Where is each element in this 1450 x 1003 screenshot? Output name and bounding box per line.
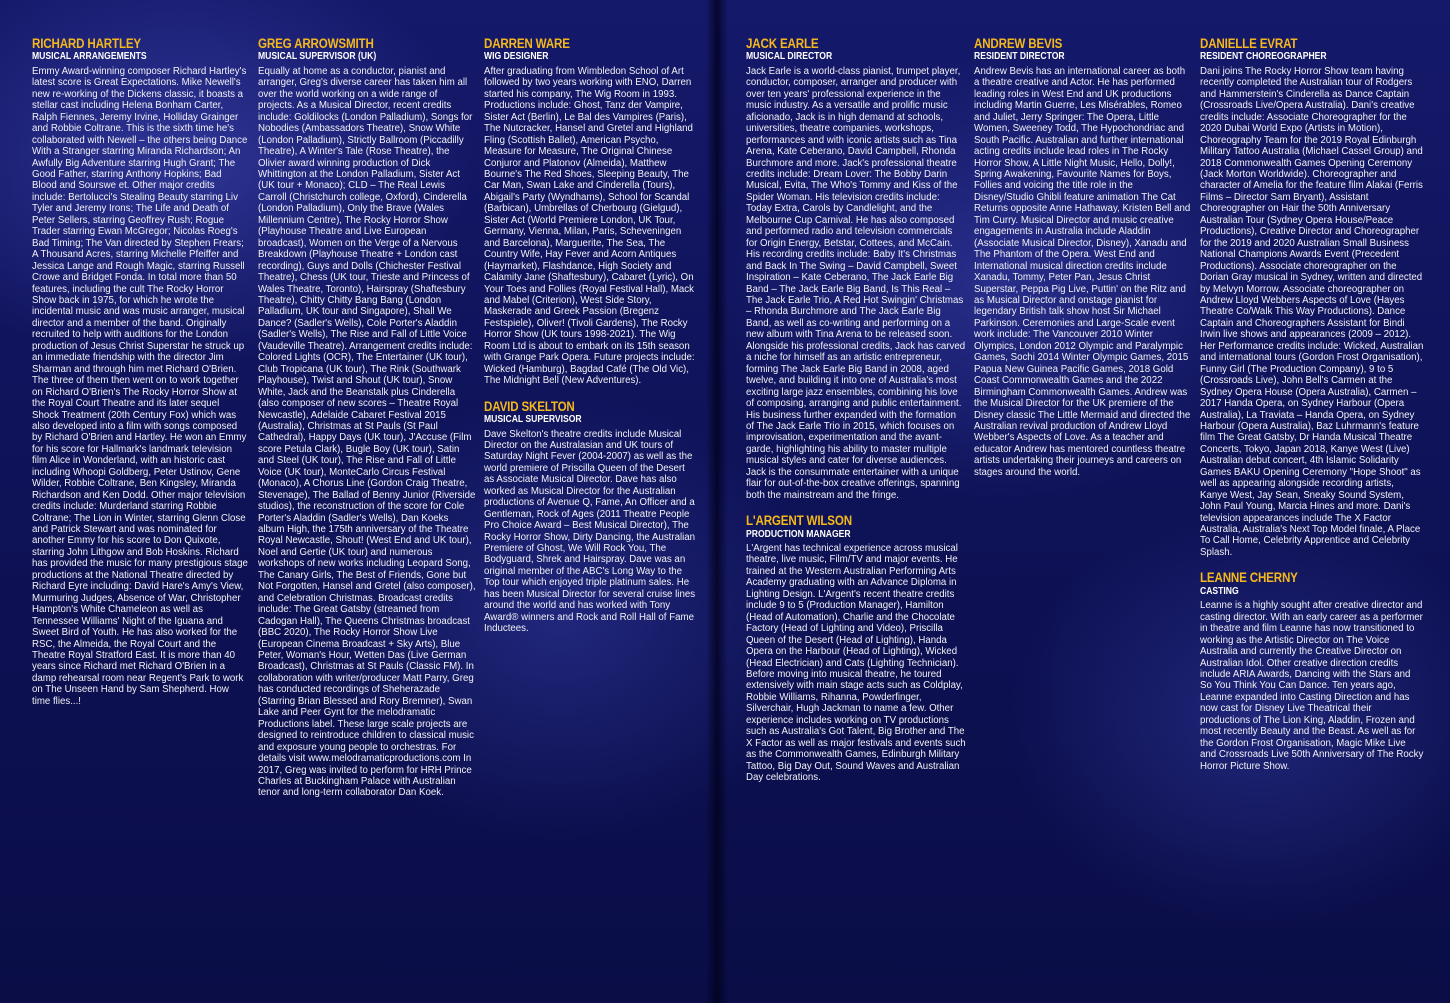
column-2 bbox=[258, 38, 476, 799]
bio-role: MUSICAL DIRECTOR bbox=[746, 51, 833, 63]
column-5 bbox=[974, 38, 1192, 478]
bio-name: JACK EARLE bbox=[746, 36, 819, 51]
bio-text: Jack Earle is a world-class pianist, trumpet player, conductor, composer, arranger and producer with over ten years' professional experience in the music industry. As a versatile and prolific music aficionado, Jack is in high demand at schools, universities, theatre companies, workshops, performances and with iconic artists such as Tina Arena, Kate Ceberano, David Campbell, Rhonda Burchmore and more. Jack's professional theatre credits include: Dream Lover: The Bobby Darin Musical, Evita, The Who's Tommy and Kiss of the Spider Woman. His television credits include: Today Extra, Carols by Candlelight, and the Melbourne Cup Carnival. He has also composed and performed radio and television commercials for Origin Energy, Betstar, Cottees, and McCain. His recording credits include: Baby It's Christmas and Back In The Swing – David Campbell, Sweet Inspiration – Kate Ceberano, The Jack Earle Big Band – The Jack Earle Big Band, Is This Real – The Jack Earle Trio, A Red Hot Swingin' Christmas – Rhonda Burchmore and The Jack Earle Big Band, as well as co-writing and performing on a new album with Tina Arena to be released soon. Alongside his professional credits, Jack has carved a niche for himself as an artistic entrepreneur, forming The Jack Earle Big Band in 2008, aged twelve, and building it into one of Australia's most exciting large jazz ensembles, combining his love of composing, arranging and public entertainment. His business further expanded with the formation of The Jack Earle Trio in 2015, which focuses on improvisation, experimentation and the avant-garde, highlighting his ability to master multiple musical styles and cater for diverse audiences. Jack is the consummate entertainer with a unique flair for out-of-the-box creative offerings, spanning both the mainstream and the fringe. bbox=[746, 65, 966, 501]
bio-leanne-cherny bbox=[1200, 572, 1424, 772]
bio-text: Dani joins The Rocky Horror Show team having recently completed the Australian tour of Rodgers and Hammerstein's Cinderella as Dance Captain (Crossroads Live/Opera Australia). Dani's creative credits include: Associate Choreographer for the 2020 Dubai World Expo (Artists in Motion), Choreography Team for the 2019 Royal Edinburgh Military Tattoo Australia (Michael Cassel Group) and 2018 Commonwealth Games Opening Ceremony (Jack Morton Worldwide). Choreographer and character of Amelia for the feature film Alakai (Ferris Films – Director Sam Bryant), Assistant Choreographer on Hair the 50th Anniversary Australian Tour (Sydney Opera House/Peace Productions), Creative Director and Choreographer for the 2019 and 2020 Australian Small Business National Champions Awards Event (Precedent Productions). Associate choreographer on the Dorian Gray musical in Sydney, written and directed by Melvyn Morrow. Associate choreographer on Andrew Lloyd Webbers Aspects of Love (Hayes Theatre Co/Walk This Way Productions). Dance Captain and Choreographers Assistant for Bindi Irwin live shows and appearances (2009 – 2012). Her Performance credits include: Wicked, Australian and international tours (Gordon Frost Organisation), Funny Girl (The Production Company), 9 to 5 (Crossroads Live), John Bell's Carmen at the Sydney Opera House (Opera Australia), Carmen – 2017 Handa Opera, on Sydney Harbour (Opera Australia), La Traviata – Handa Opera, on Sydney Harbour (Opera Australia), Baz Luhrmann's feature film The Great Gatsby, Dr Handa Musical Theatre Concerts, Tokyo, Japan 2018, Kanye West (Live) Australian debut concert, 4th Islamic Solidarity Games BAKU Opening Ceremony "Hope Shoot" as well as appearing alongside recording artists, Kanye West, Jay Sean, Sneaky Sound System, John Paul Young, Marcia Hines and more. Dani's television appearances include The X Factor Australia, Australia's Next Top Model finale, A Place To Call Home, Celebrity Apprentice and Celebrity Splash. bbox=[1200, 65, 1424, 558]
bio-name: LEANNE CHERNY bbox=[1200, 570, 1298, 586]
bio-david-skelton bbox=[484, 398, 696, 635]
bio-role: MUSICAL SUPERVISOR (UK) bbox=[258, 51, 377, 63]
bio-name: RICHARD HARTLEY bbox=[32, 36, 142, 51]
bio-role: RESIDENT DIRECTOR bbox=[974, 51, 1065, 63]
bio-andrew-bevis bbox=[974, 38, 1192, 478]
bio-jack-earle bbox=[746, 38, 966, 501]
bio-role: WIG DESIGNER bbox=[484, 51, 549, 63]
bio-name: DANIELLE EVRAT bbox=[1200, 36, 1298, 51]
bio-darren-ware bbox=[484, 38, 696, 387]
column-1 bbox=[32, 38, 248, 707]
bio-largent-wilson bbox=[746, 515, 966, 783]
bio-richard-hartley bbox=[32, 38, 248, 707]
bio-role: PRODUCTION MANAGER bbox=[746, 528, 851, 540]
bio-text: Andrew Bevis has an international career as both a theatre creative and Actor. He has performed leading roles in West End and UK productions including Martin Guerre, Les Misérables, Romeo and Juliet, Jerry Springer: The Opera, Little Women, Sweeney Todd, The Hypochondriac and South Pacific. Australian and further international acting credits include lead roles in The Rocky Horror Show, A Little Night Music, Hello, Dolly!, Spring Awakening, Favourite Names for Boys, Follies and voicing the title role in the Disney/Studio Ghibli feature animation The Cat Returns opposite Anne Hathaway, Kristen Bell and Tim Curry. Musical Director and music creative engagements in Australia include Aladdin (Associate Musical Director, Disney), Xanadu and The Phantom of the Opera. West End and International musical direction credits include Xanadu, Tommy, Peter Pan, Jesus Christ Superstar, Peppa Pig Live, Puttin' on the Ritz and as Musical Director and onstage pianist for legendary British talk show host Sir Michael Parkinson. Ceremonies and Large-Scale event work include: The Vancouver 2010 Winter Olympics, London 2012 Olympic and Paralympic Games, Sochi 2014 Winter Olympic Games, 2015 Papua New Guinea Pacific Games, 2018 Gold Coast Commonwealth Games and the 2022 Birmingham Commonwealth Games. Andrew was the Musical Director for the UK premiere of the Disney classic The Little Mermaid and directed the Australian revival production of Andrew Lloyd Webber's Aspects of Love. As a teacher and educator Andrew has mentored countless theatre artists undertaking their journeys and careers on stages around the world. bbox=[974, 65, 1191, 478]
bio-text: L'Argent has technical experience across musical theatre, live music, Film/TV and major events. He trained at the Western Australian Performing Arts Academy graduating with an Advance Diploma in Lighting Design. L'Argent's recent theatre credits include 9 to 5 (Production Manager), Hamilton (Head of Automation), Charlie and the Chocolate Factory (Head of Lighting and Video), Priscilla Queen of the Desert (Head of Lighting), Handa Opera on the Harbour (Head of Lighting), Wicked (Head Electrician) and Cats (Lighting Technician). Before moving into musical theatre, he toured extensively with main stage acts such as Coldplay, Robbie Williams, Rihanna, Powderfinger, Silverchair, Hugh Jackman to name a few. Other experience includes working on TV productions such as Australia's Got Talent, Big Brother and The X Factor as well as major festivals and events such as the Commonwealth Games, Edinburgh Military Tattoo, Big Day Out, Sound Waves and Australian Day celebrations. bbox=[746, 543, 966, 784]
bio-text: Leanne is a highly sought after creative director and casting director. With an early career as a performer in theatre and film Leanne has now transitioned to working as the Artistic Director on The Voice Australia and currently the Creative Director on Australian Idol. Other creative direction credits include ARIA Awards, Dancing with the Stars and So You Think You Can Dance. Ten years ago, Leanne expanded into Casting Direction and has now cast for Disney Live Theatrical their productions of The Lion King, Aladdin, Frozen and most recently Beauty and the Beast. As well as for the Gordon Frost Organisation, Magic Mike Live and Crossroads Live 50th Anniversary of The Rocky Horror Picture Show. bbox=[1200, 600, 1424, 772]
bio-name: DARREN WARE bbox=[484, 36, 570, 51]
bio-role: CASTING bbox=[1200, 585, 1239, 597]
bio-name: ANDREW BEVIS bbox=[974, 36, 1063, 51]
bio-danielle-evrat bbox=[1200, 38, 1424, 558]
bio-name: GREG ARROWSMITH bbox=[258, 36, 374, 51]
bio-name: DAVID SKELTON bbox=[484, 398, 575, 414]
column-4 bbox=[746, 38, 966, 784]
bio-greg-arrowsmith bbox=[258, 38, 476, 799]
bio-role: RESIDENT CHOREOGRAPHER bbox=[1200, 51, 1327, 63]
bio-text: After graduating from Wimbledon School of Art followed by two years working with ENO, Darren started his company, The Wig Room in 1993. Productions include: Ghost, Tanz der Vampire, Sister Act (Berlin), Le Bal des Vampires (Paris), The Nutcracker, Hansel and Gretel and Highland Fling (Scottish Ballet), American Psycho, Measure for Measure, The Original Chinese Conjuror and Platonov (Almeida), Matthew Bourne's The Red Shoes, Sleeping Beauty, The Car Man, Swan Lake and Cinderella (Tours), Abigail's Party (Wyndhams), School for Scandal (Barbican), Umbrellas of Cherbourg (Gielgud), Sister Act (World Premiere London, UK Tour, Germany, Vienna, Milan, Paris, Scheveningen and Barcelona), Marguerite, The Sea, The Country Wife, Hay Fever and Acorn Antiques (Haymarket), Flashdance, High Society and Calamity Jane (Shaftesbury), Cabaret (Lyric), On Your Toes and Follies (Royal Festival Hall), Mack and Mabel (Criterion), West Side Story, Maskerade and Greek Passion (Bregenz Festspiele), Oliver! (Tivoli Gardens), The Rocky Horror Show (UK tours 1998-2021). The Wig Room Ltd is about to embark on its 15th season with Grange Park Opera. Future projects include: Wicked (Hamburg), Bagdad Café (The Old Vic), The Midnight Bell (New Adventures). bbox=[484, 65, 695, 387]
bio-text: Emmy Award-winning composer Richard Hartley's latest score is Great Expectations. Mike Newell's new re-working of the Dickens classic, it boasts a stellar cast including Helena Bonham Carter, Ralph Fiennes, Jeremy Irvine, Holliday Grainger and Robbie Coltrane. This is the sixth time he's collaborated with Newell – the others being Dance With a Stranger starring Miranda Richardson; An Awfully Big Adventure starring Hugh Grant; The Good Father, starring Anthony Hopkins; Bad Blood and Sourswe et. Other major credits include: Bertolucci's Stealing Beauty starring Liv Tyler and Jeremy Irons; The Life and Death of Peter Sellers, starring Geoffrey Rush; Rogue Trader starring Ewan McGregor; Nicolas Roeg's Bad Timing; The Van directed by Stephen Frears; A Thousand Acres, starring Michelle Pfeiffer and Jessica Lange and Rough Magic, starring Russell Crowe and Bridget Fonda. In total more than 50 features, including the cult The Rocky Horror Show back in 1975, for which he wrote the incidental music and was music arranger, musical director and a member of the band. Originally recruited to help with auditions for the London production of Jesus Christ Superstar he struck up an immediate friendship with the director Jim Sharman and through him met Richard O'Brien. The three of them then went on to work together on Richard O'Brien's The Rocky Horror Show at the Royal Court Theatre and its later sequel Shock Treatment (20th Century Fox) which was also developed into a film with songs composed by Richard O'Brien and Hartley. He won an Emmy for his score for Hallmark's landmark television film Alice in Wonderland, with an historic cast including Whoopi Goldberg, Peter Ustinov, Gene Wilder, Robbie Coltrane, Ben Kingsley, Miranda Richardson and Ken Dodd. Other major television credits include: Murderland starring Robbie Coltrane; The Lion in Winter, starring Glenn Close and Patrick Stewart and was nominated for another Emmy for his score to Don Quixote, starring John Lithgow and Bob Hoskins. Richard has provided the music for many prestigious stage productions at the National Theatre directed by Richard Eyre including: David Hare's Amy's View, Murmuring Judges, Absence of War, Christopher Hampton's White Chameleon as well as Tennessee Williams' Night of the Iguana and Sweet Bird of Youth. He has also worked for the RSC, the Almeida, the Royal Court and the Theatre Royal Stratford East. It is more than 40 years since Richard met Richard O'Brien in a damp rehearsal room near Regent's Park to work on The Unseen Hand by Sam Shepherd. How time flies...! bbox=[32, 65, 248, 707]
bio-role: MUSICAL ARRANGEMENTS bbox=[32, 51, 147, 63]
column-6 bbox=[1200, 38, 1424, 772]
column-3 bbox=[484, 38, 696, 635]
bio-text: Dave Skelton's theatre credits include Musical Director on the Australasian and UK tours of Saturday Night Fever (2004-2007) as well as the world premiere of Priscilla Queen of the Desert as Associate Musical Director. Dave has also worked as Musical Director for the Australian productions of Avenue Q, Fame, An Officer and a Gentleman, Rock of Ages (2011 Theatre People Pro Choice Award – Best Musical Director), The Rocky Horror Show, Dirty Dancing, the Australian Premiere of Ghost, We Will Rock You, The Bodyguard, Shrek and Hairspray. Dave was an original member of the ABC's Long Way to the Top tour which enjoyed triple platinum sales. He has been Musical Director for several cruise lines around the world and has worked with Tony Award® winners and Rock and Roll Hall of Fame Inductees. bbox=[484, 428, 696, 635]
page-gutter bbox=[706, 0, 728, 1003]
bio-text: Equally at home as a conductor, pianist and arranger, Greg's diverse career has taken him all over the world working on a wide range of projects. As a Musical Director, recent credits include: Goldilocks (London Palladium), Songs for Nobodies (Ambassadors Theatre), Snow White (London Palladium), Strictly Ballroom (Piccadilly Theatre), A Winter's Tale (Rose Theatre), the Olivier award winning production of Dick Whittington at the London Palladium, Sister Act (UK tour + Monaco); CLD – The Real Lewis Carroll (Christchurch college, Oxford), Cinderella (London Palladium), Only the Brave (Wales Millennium Centre), The Rocky Horror Show (Playhouse Theatre and Live European broadcast), Women on the Verge of a Nervous Breakdown (Playhouse Theatre + London cast recording), Guys and Dolls (Chichester Festival Theatre), Chess (UK tour, Trieste and Princess of Wales Theatre, Toronto), Hairspray (Shaftesbury Theatre), Chitty Chitty Bang Bang (London Palladium, UK tour and Singapore), Shall We Dance? (Sadler's Wells), Cole Porter's Aladdin (Sadler's Wells), The Rise and Fall of Little Voice (Vaudeville Theatre). Arrangement credits include: Colored Lights (OCR), The Entertainer (UK tour), Club Tropicana (UK tour), The Rink (Southwark Playhouse), Twist and Shout (UK tour), Snow White, Jack and the Beanstalk plus Cinderella (also composer of new scores – Theatre Royal Newcastle), Adelaide Cabaret Festival 2015 (Australia), Christmas at St Pauls (St Paul Cathedral), Happy Days (UK tour), J'Accuse (Film score Petula Clark), Bugle Boy (UK tour), Satin and Steel (UK tour), The Rise and Fall of Little Voice (UK tour), MonteCarlo Circus Festival (Monaco), A Chorus Line (Gordon Craig Theatre, Stevenage), The Ballad of Benny Junior (Riverside studios), the reconstruction of the score for Cole Porter's Aladdin (Sadler's Wells), Dan Koeks album High, the 175th anniversary of the Theatre Royal Newcastle, Shout! (West End and UK tour), Noel and Gertie (UK tour) and numerous workshops of new works including Leopard Song, The Canary Girls, The Best of Friends, Gone but Not Forgotten, Hansel and Gretel (also composer), and Celebration Christmas. Broadcast credits include: The Great Gatsby (streamed from Cadogan Hall), The Queens Christmas broadcast (BBC 2020), The Rocky Horror Show Live (European Cinema Broadcast + Sky Arts), Blue Peter, Woman's Hour, Wetten Das (Live German Broadcast), Christmas at St Pauls (Classic FM). In collaboration with writer/producer Matt Parry, Greg has conducted recordings of Sheherazade (Starring Brian Blessed and Rory Bremner), Swan Lake and Peer Gynt for the melodramatic Productions label. These large scale projects are designed to reintroduce children to classical music and exposure young people to orchestras. For details visit www.melodramaticproductions.com In 2017, Greg was invited to perform for HRH Prince Charles at Buckingham Palace with Australian tenor and long-term collaborator Dan Koek. bbox=[258, 65, 476, 799]
bio-name: L'ARGENT WILSON bbox=[746, 513, 852, 529]
bio-role: MUSICAL SUPERVISOR bbox=[484, 414, 582, 426]
